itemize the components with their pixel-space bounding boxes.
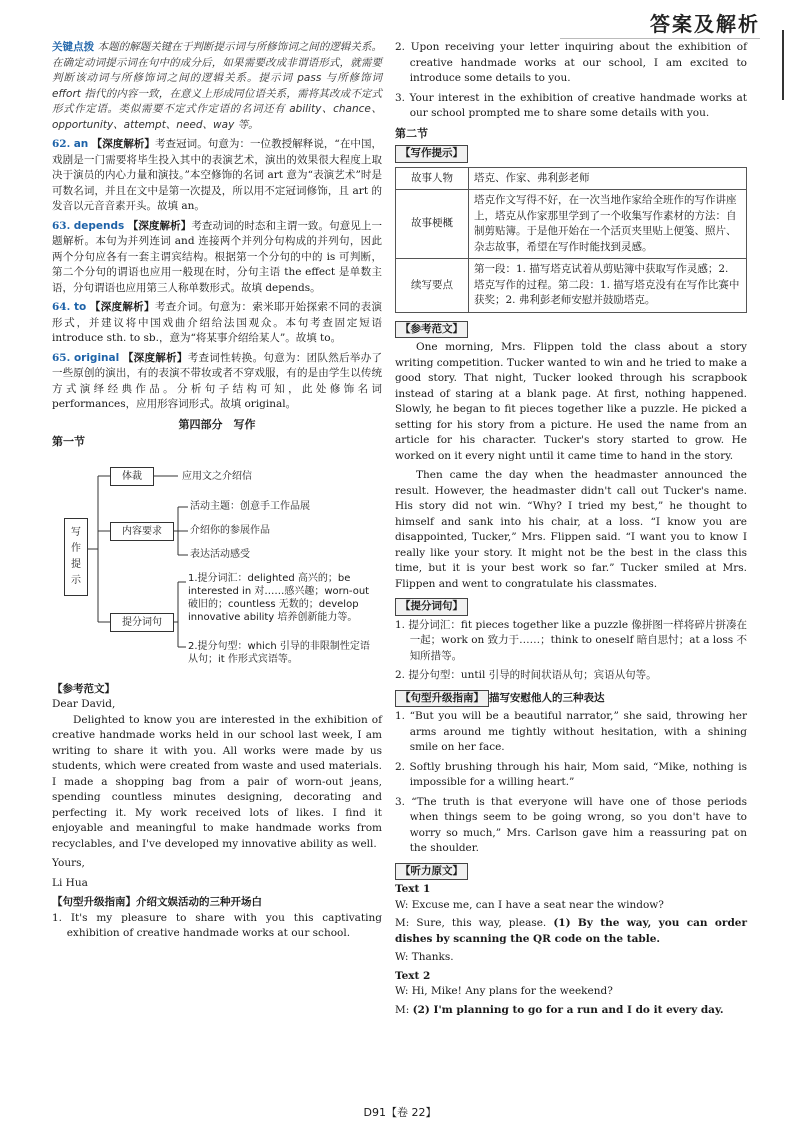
guide-heading-2: 【句型升级指南】 描写安慰他人的三种表达 <box>395 688 747 710</box>
answer-word: original <box>73 351 120 364</box>
key-point-label: 关键点拨 <box>52 41 95 53</box>
mind-leaf-feeling: 表达活动感受 <box>190 548 250 560</box>
answer-word: depends <box>73 219 125 232</box>
sample-label-1: 【参考范文】 <box>52 682 115 695</box>
letter-greeting: Dear David, <box>52 698 116 710</box>
answer-word: an <box>73 138 89 150</box>
story-paragraph-1: One morning, Mrs. Flippen told the class about a story writing competition. Tucker wanted to win and he tried to make a good story. That night, Tucker looked through his scrapbook instead of staring at a blank page. At first, nothing happened. Slowly, he began to fit pieces together like a puzzle. He picked a setting for his story from a picture. He used the name from an article for his character. Tucker's story started to grow. He worked on it every night until it came time to hand in the story. <box>395 341 747 462</box>
listening-label: 【听力原文】 <box>395 863 468 881</box>
dialogue-line: M: Sure, this way, please. (1) By the way, you can order dishes by scanning the QR code on the table. <box>395 917 747 945</box>
letter-closing: Yours, <box>52 857 85 869</box>
guide-item-1: 1. It's my pleasure to share with you this captivating exhibition of creative handmade works at our school. <box>52 911 382 939</box>
listening-dialogue <box>395 882 747 1018</box>
mind-leaf-vocab: 1.提分词汇：delighted 高兴的；be interested in 对……感兴趣；worn-out 破旧的；countless 无数的；develop innovative ability 培养创新能力等。 <box>188 572 370 623</box>
dialogue-line: W: Hi, Mike! Any plans for the weekend? <box>395 985 613 997</box>
spine-mark <box>782 30 784 100</box>
key-point-note <box>52 40 382 133</box>
right-column <box>395 40 747 1021</box>
page-footer: D91【卷 22】 <box>363 1106 437 1119</box>
mind-map-root: 写作提示 <box>64 518 88 596</box>
answer-62: 62. an 【深度解析】考查冠词。句意为：一位教授解释说，“在中国，戏剧是一门需要将毕生投入其中的表演艺术，演出的效果很大程度上取决于演员的内心力量和演技。”本空修饰的名词 art 意为“表演艺术”时是可数名词，并且在文中是第一次提及，所以用不定冠词修饰，且 art 的发音以元音音素开头。故填 an。 <box>52 138 383 212</box>
letter-signature: Li Hua <box>52 876 88 889</box>
key-point-text: 本题的解题关键在于判断提示词与所修饰词之间的逻辑关系。在确定动词提示词在句中的成分后，如果需要改成非谓语形式，就需要判断该动词与所修饰词之间的逻辑关系。提示词 pass 与所修饰词 effort 指代的内容一致，在意义上形成同位语关系，需将其改成不定式形式作定语。类似需要不定式作定语的名词还有 ability、chance、opportunity、attempt、need、way 等。 <box>52 41 382 131</box>
guide-item-2: 2. Upon receiving your letter inquiring about the exhibition of creative handmade works at our school, I am excited to introduce some details to you. <box>395 41 747 84</box>
text1-label: Text 1 <box>395 883 431 895</box>
mind-leaf-sentence: 2.提分句型：which 引导的非限制性定语从句；it 作形式宾语等。 <box>188 640 370 665</box>
mind-leaf-genre: 应用文之介绍信 <box>182 470 252 482</box>
answer-64: 64. to 【深度解析】考查介词。句意为：索米耶开始探索不同的表演形式，并建议将中国戏曲介绍给法国观众。本句考查固定短语 introduce sth. to sb.，意为“将某事介绍给某人”。故填 to。 <box>52 301 382 344</box>
tips-vocab: 1. 提分词汇：fit pieces together like a puzzle 像拼图一样将碎片拼凑在一起；work on 致力于……；think to oneself 暗自思忖；at a loss 不知所措等。 <box>395 618 748 662</box>
comfort-item-3: 3. “The truth is that everyone will have one of those periods when things seem to be going wrong, so you don't have to worry so much,” Mrs. Carlson gave him a reassuring pat on the shoulder. <box>395 795 747 854</box>
mind-leaf-theme: 活动主题：创意手工作品展 <box>190 500 310 512</box>
text2-label: Text 2 <box>395 969 431 982</box>
mind-leaf-entry: 介绍你的参展作品 <box>190 524 270 536</box>
mind-node-content: 内容要求 <box>110 522 174 541</box>
dialogue-line: M: (2) I'm planning to go for a run and I do it every day. <box>395 1003 724 1016</box>
header-rule <box>560 38 760 39</box>
writing-mind-map <box>52 454 382 676</box>
section1-heading: 第一节 <box>52 435 85 448</box>
story-paragraph-2: Then came the day when the headmaster announced the result. However, the headmaster didn't call out Tucker's name. His story did not win. “Why? I tried my best,” he thought to himself and sank into his chair, at a loss. “I know you are disappointed, Tucker,” Mrs. Flippen said. “I want you to know I really like your story. It might not be the best in the class this time, but it is your best work so far.” Tucker smiled at Mrs. Flippen and went to congratulate his classmates. <box>395 469 747 590</box>
story-outline-table <box>395 167 747 313</box>
answer-63: 63. depends 【深度解析】考查动词的时态和主谓一致。句意见上一题解析。本句为并列连词 and 连接两个并列分句构成的并列句，因此两个分句应各有一套主谓宾结构。根据第一个分句的中的 is 可判断，第二个分句的谓语也应用一般现在时，分句主语 the effect 是单数主语，分句谓语也应用第三人称单数形式。故填 depends。 <box>52 219 383 294</box>
table-row: 续写要点 第一段：1. 描写塔克试着从剪贴簿中获取写作灵感；2. 塔克写作的过程。第二段：1. 描写塔克没有在写作比赛中获奖；2. 弗利彭老师安慰并鼓励塔克。 <box>396 259 747 313</box>
comfort-item-1: 1. “But you will be a beautiful narrator,” she said, throwing her arms around me tightly without hesitation, with a shining smile on her face. <box>395 710 747 753</box>
letter-body: Delighted to know you are interested in the exhibition of creative handmade works held in our school last week, I am writing to share it with you. All works were made by us students, which were created from waste and used materials. I made a shopping bag from a pair of worn-out jeans, spending countless minutes designing, decorating and perfecting it. My work received lots of likes. I find it enjoyable and meaningful to make handmade works from recyclables, and I've developed my innovative ability as well. <box>52 713 382 850</box>
comfort-item-2: 2. Softly brushing through his hair, Mom said, “Mike, nothing is impossible for a willing heart.” <box>395 760 747 788</box>
mind-node-tips: 提分词句 <box>110 613 174 632</box>
tips-sentence: 2. 提分句型：until 引导的时间状语从句；宾语从句等。 <box>395 669 657 681</box>
tips-label: 【提分词句】 <box>395 598 468 616</box>
section2-heading: 第二节 <box>395 126 428 140</box>
answer-word: to <box>73 301 87 313</box>
sample-label-2: 【参考范文】 <box>395 321 468 339</box>
dialogue-line: W: Excuse me, can I have a seat near the window? <box>395 898 664 911</box>
left-column <box>52 40 382 946</box>
answer-65: 65. original 【深度解析】考查词性转换。句意为：团队然后举办了一些原创的演出，有的表演不带妆或者不穿戏服，有的是由学生以传统方式演绎经典作品。分析句子结构可知，此处修饰名词 performances，应用形容词形式。故填 original。 <box>52 351 383 410</box>
guide-item-3: 3. Your interest in the exhibition of creative handmade works at our school prompted me to share some details with you. <box>395 91 747 119</box>
page-header-title: 答案及解析 <box>650 12 760 36</box>
guide-heading-1: 【句型升级指南】介绍文娱活动的三种开场白 <box>52 896 262 908</box>
part4-heading: 第四部分 写作 <box>178 417 256 431</box>
table-row: 故事梗概 塔克作文写得不好，在一次当地作家给全班作的写作讲座上，塔克从作家那里学到了一个收集写作素材的方法：自制剪贴簿。于是他开始在一个活页夹里贴上便笺、照片、杂志故事，希望在写作时能找到灵感。 <box>396 190 747 259</box>
dialogue-line: W: Thanks. <box>395 951 454 963</box>
mind-node-genre: 体裁 <box>110 467 154 486</box>
writing-tips-label: 【写作提示】 <box>395 145 468 163</box>
table-row: 故事人物 塔克、作家、弗利彭老师 <box>396 167 747 190</box>
